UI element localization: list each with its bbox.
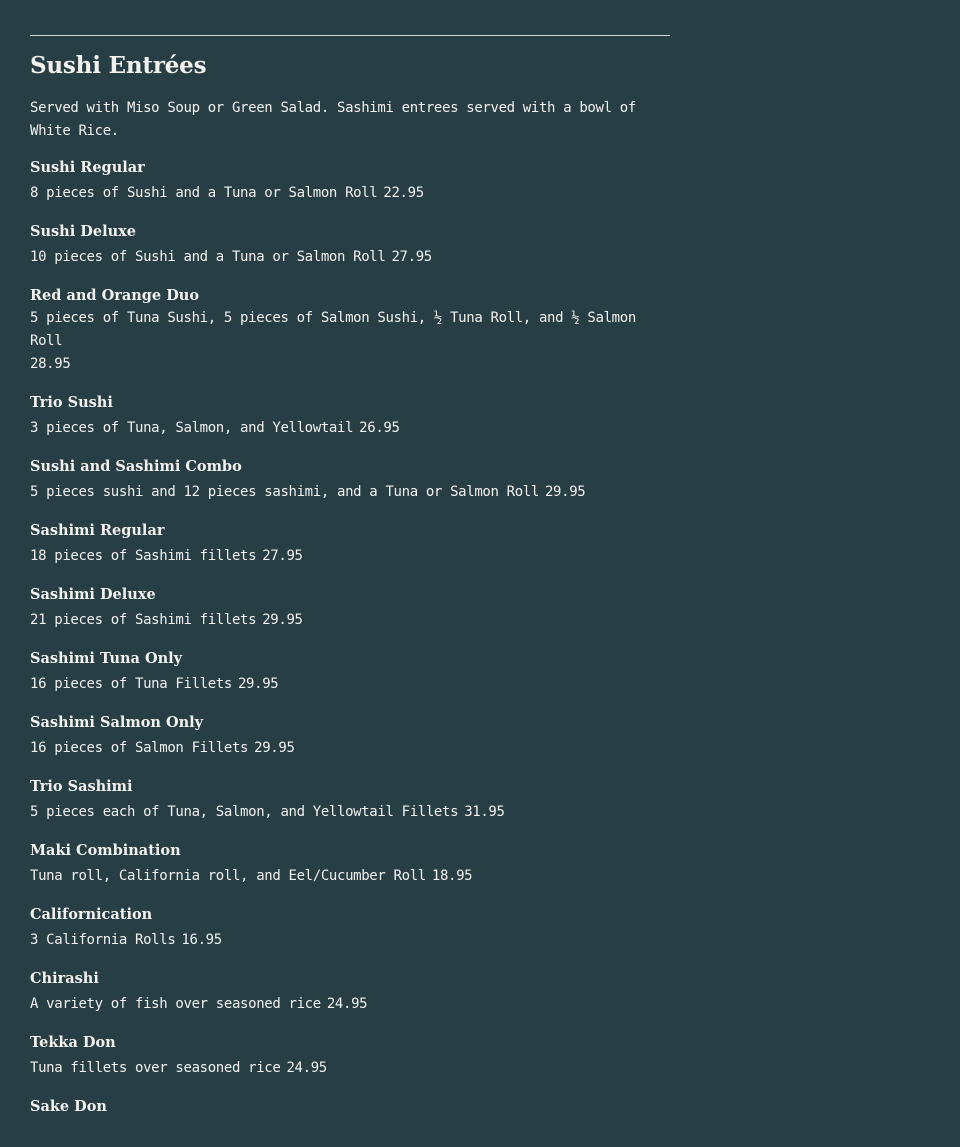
menu-item-details	[30, 993, 670, 1016]
menu-item-name: Californication	[30, 906, 153, 923]
menu-item-price: 29.95	[254, 740, 295, 756]
menu-item-list	[30, 157, 670, 1144]
menu-item-description: Tuna roll, California roll, and Eel/Cucumber Roll	[30, 868, 426, 884]
menu-item-name: Sashimi Salmon Only	[30, 714, 204, 731]
menu-item-description: 5 pieces of Tuna Sushi, 5 pieces of Salmon Sushi, ½ Tuna Roll, and ½ Salmon Roll	[30, 310, 636, 349]
menu-item	[30, 904, 670, 952]
menu-item-details	[30, 417, 670, 440]
menu-item-details	[30, 545, 670, 568]
menu-item-details	[30, 182, 670, 205]
section-description: Served with Miso Soup or Green Salad. Sashimi entrees served with a bowl of White Rice.	[30, 100, 636, 139]
menu-item	[30, 648, 670, 696]
menu-item	[30, 776, 670, 824]
menu-item	[30, 221, 670, 269]
menu-item	[30, 520, 670, 568]
menu-item-description: Tuna fillets over seasoned rice	[30, 1060, 281, 1076]
menu-item	[30, 456, 670, 504]
menu-item-details	[30, 246, 670, 269]
section-divider	[30, 35, 670, 36]
menu-item	[30, 840, 670, 888]
menu-item-description: 3 California Rolls	[30, 932, 176, 948]
menu-item	[30, 285, 670, 376]
menu-item-name: Tekka Don	[30, 1034, 116, 1051]
menu-item-price: 27.95	[391, 249, 432, 265]
menu-item-name: Sashimi Tuna Only	[30, 650, 183, 667]
menu-item-description: 16 pieces of Salmon Fillets	[30, 740, 249, 756]
menu-item-name: Trio Sushi	[30, 394, 113, 411]
menu-item-description: 18 pieces of Sashimi fillets	[30, 548, 257, 564]
menu-item-description: 8 pieces of Sushi and a Tuna or Salmon Roll	[30, 185, 378, 201]
menu-item-price: 28.95	[30, 356, 71, 372]
menu-item-price: 29.95	[237, 676, 279, 692]
menu-item-name: Sushi Deluxe	[30, 223, 136, 240]
menu-item-description: 10 pieces of Sushi and a Tuna or Salmon Roll	[30, 249, 386, 265]
menu-item-details	[30, 307, 670, 376]
menu-item-description: 3 pieces of Tuna, Salmon, and Yellowtail	[30, 420, 354, 436]
menu-item-details	[30, 1057, 670, 1080]
menu-item	[30, 392, 670, 440]
menu-item-description: 21 pieces of Sashimi fillets	[30, 612, 257, 628]
menu-item-details	[30, 865, 670, 888]
menu-item-name: Sake Don	[30, 1098, 107, 1115]
menu-item-details	[30, 673, 670, 696]
menu-item-price: 26.95	[359, 420, 400, 436]
menu-item	[30, 584, 670, 632]
menu-item-price: 18.95	[431, 868, 473, 884]
menu-item-price: 31.95	[464, 804, 505, 820]
menu-item-details	[30, 801, 670, 824]
menu-item-name: Sushi and Sashimi Combo	[30, 458, 242, 475]
menu-item-name: Trio Sashimi	[30, 778, 133, 795]
menu-item-price: 22.95	[383, 185, 424, 201]
menu-item-details	[30, 929, 670, 952]
menu-item	[30, 1032, 670, 1080]
menu-item-price: 27.95	[262, 548, 303, 564]
menu-item-description: 5 pieces sushi and 12 pieces sashimi, and a Tuna or Salmon Roll	[30, 484, 539, 500]
menu-item	[30, 712, 670, 760]
menu-item-details	[30, 481, 670, 504]
menu-item-description: 16 pieces of Tuna Fillets	[30, 676, 232, 692]
menu-item-name: Maki Combination	[30, 842, 181, 859]
menu-item-price: 24.95	[286, 1060, 327, 1076]
menu-item-description: 5 pieces each of Tuna, Salmon, and Yellowtail Fillets	[30, 804, 459, 820]
menu-item-price: 29.95	[262, 612, 303, 628]
menu-item	[30, 1096, 670, 1144]
menu-item	[30, 157, 670, 205]
menu-item	[30, 968, 670, 1016]
menu-item-price: 16.95	[181, 932, 222, 948]
menu-item-name: Sashimi Regular	[30, 522, 165, 539]
menu-item-name: Red and Orange Duo	[30, 287, 199, 304]
menu-item-details	[30, 1121, 670, 1144]
menu-item-details	[30, 737, 670, 760]
section-title: Sushi Entrées	[30, 52, 207, 79]
menu-item-name: Sushi Regular	[30, 159, 145, 176]
menu-section-sushi-entrees	[30, 0, 670, 1144]
menu-item-name: Chirashi	[30, 970, 99, 987]
menu-item-details	[30, 609, 670, 632]
menu-item-description: A variety of fish over seasoned rice	[30, 996, 321, 1012]
menu-item-price: 29.95	[544, 484, 586, 500]
menu-item-price: 24.95	[326, 996, 368, 1012]
menu-item-name: Sashimi Deluxe	[30, 586, 156, 603]
